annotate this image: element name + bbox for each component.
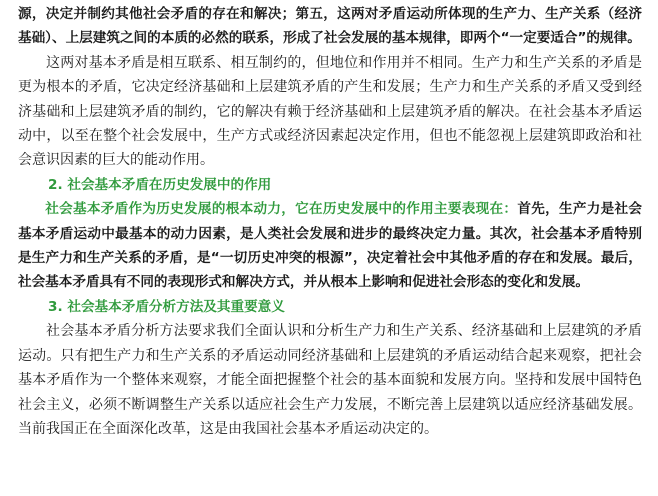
section-3-paragraph: 社会基本矛盾分析方法要求我们全面认识和分析生产力和生产关系、经济基础和上层建筑的矛盾运动。只有把生产力和生产关系的矛盾运动同经济基础和上层建筑的矛盾运动结合起来观察，把社会基本矛盾作为一个整体来观察，才能全面把握整个社会的基本面貌和发展方向。坚持和发展中国特色社会主义，必须不断调整生产关系以适应社会生产力发展，不断完善上层建筑以适应经济基础发展。当前我国正在全面深化改革，这是由我国社会基本矛盾运动决定的。 [18,323,642,437]
section-2-paragraph [18,197,642,295]
section-2-lead: 社会基本矛盾作为历史发展的根本动力，它在历史发展中的作用主要表现在： [45,201,518,218]
section-heading-3: 3. 社会基本矛盾分析方法及其重要意义 [48,298,285,315]
paragraph-basic-contradictions: 这两对基本矛盾是相互联系、相互制约的，但地位和作用并不相同。生产力和生产关系的矛盾是更为根本的矛盾，它决定经济基础和上层建筑矛盾的产生和发展；生产力和生产关系的矛盾又受到经济基础和上层建筑矛盾的制约，它的解决有赖于经济基础和上层建筑矛盾的解决。在社会基本矛盾运动中，以至在整个社会发展中，生产方式或经济因素起决定作用，但也不能忽视上层建筑即政治和社会意识因素的巨大的能动作用。 [18,54,642,169]
paragraph-continuation: 源，决定并制约其他社会矛盾的存在和解决；第五，这两对矛盾运动所体现的生产力、生产关系（经济基础）、上层建筑之间的本质的必然的联系，形成了社会发展的基本规律，即两个“一定要适合”的规律。 [18,6,642,47]
section-heading-2: 2. 社会基本矛盾在历史发展中的作用 [48,176,272,193]
section-2-body: 首先，生产力是社会基本矛盾运动中最基本的动力因素，是人类社会发展和进步的最终决定力量。其次，社会基本矛盾特别是生产力和生产关系的矛盾，是“一切历史冲突的根源”，决定着社会中其他矛盾的存在和发展。最后，社会基本矛盾具有不同的表现形式和解决方式，并从根本上影响和促进社会形态的变化和发展。 [18,201,643,291]
